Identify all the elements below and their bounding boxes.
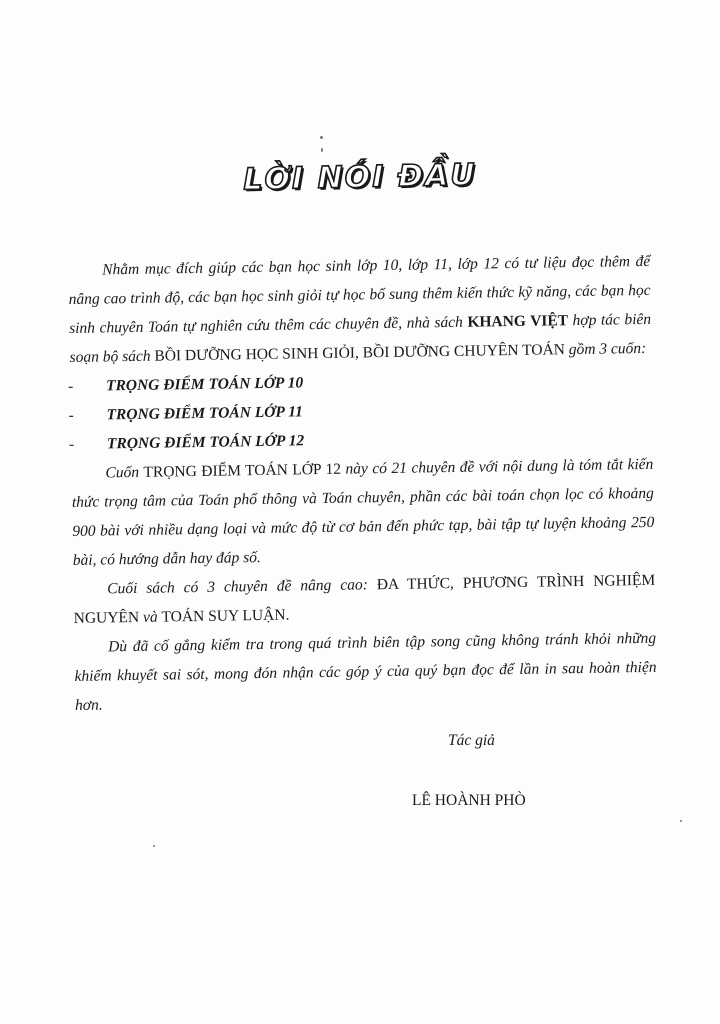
book-reference: TRỌNG ĐIỂM TOÁN LỚP 12: [143, 460, 342, 481]
scan-speck: [321, 148, 323, 152]
book-title: TRỌNG ĐIỂM TOÁN LỚP 11: [106, 403, 303, 424]
preface-body: [68, 247, 657, 720]
bullet-mark: -: [68, 406, 74, 425]
series-name: BỒI DƯỠNG HỌC SINH GIỎI, BỒI DƯỠNG CHUYÊN TOÁN: [154, 341, 566, 365]
scan-speck: [320, 136, 323, 139]
intro-text: Nhằm mục đích giúp các bạn học sinh lớp 10, lớp 11, lớp 12 có tư liệu đọc thêm để nâng cao trình độ, các bạn học sinh giỏi tự học bổ sung thêm kiến thức kỹ năng, các bạn học sinh chuyên Toán tự nghiên cứu thêm các chuyên đề, nhà sách: [68, 252, 651, 337]
scan-speck: [680, 820, 682, 822]
author-name: LÊ HOÀNH PHÒ: [412, 792, 526, 809]
intro-paragraph: [68, 247, 652, 372]
scan-speck: [153, 845, 155, 847]
closing-paragraph: [74, 624, 657, 720]
publisher-name: KHANG VIỆT: [467, 312, 569, 331]
intro-text-cont: hợp tác biên soạn bộ sách: [69, 310, 652, 366]
advanced-topics-paragraph: [73, 566, 656, 633]
content-paragraph: [71, 450, 655, 575]
advanced-topic-last: TOÁN SUY LUẬN.: [161, 606, 290, 626]
bullet-mark: -: [67, 377, 74, 396]
page-title: LỜI NÓI ĐẦU: [242, 157, 478, 198]
closing-text: Dù đã cố gắng kiểm tra trong quá trình biên tập song cũng không tránh khỏi những khiếm khuyết sai sót, mong đón nhận các góp ý của quý bạn đọc để lần in sau hoàn thiện hơn.: [74, 629, 657, 714]
author-role: Tác giả: [448, 732, 495, 749]
advanced-text: Cuối sách có 3 chuyên đề nâng cao:: [107, 576, 377, 598]
content-text-cont: này có 21 chuyên đề với nội dung là tóm tắt kiến thức trọng tâm của Toán phổ thông và Toán chuyên, phần các bài toán chọn lọc có khoảng 900 bài với nhiều dạng loại và mức độ từ cơ bản đến phức tạp, bài tập tự luyện khoảng 250 bài, có hướng dẫn hay đáp số.: [71, 455, 655, 569]
book-title: TRỌNG ĐIỂM TOÁN LỚP 12: [106, 432, 305, 453]
content-text: Cuốn: [105, 463, 144, 482]
bullet-mark: -: [68, 435, 75, 454]
conjunction: và: [138, 608, 162, 626]
advanced-topics: ĐA THỨC, PHƯƠNG TRÌNH NGHIỆM NGUYÊN: [73, 571, 656, 627]
book-title: TRỌNG ĐIỂM TOÁN LỚP 10: [105, 374, 304, 395]
intro-text-end: gồm 3 cuốn:: [564, 339, 647, 359]
